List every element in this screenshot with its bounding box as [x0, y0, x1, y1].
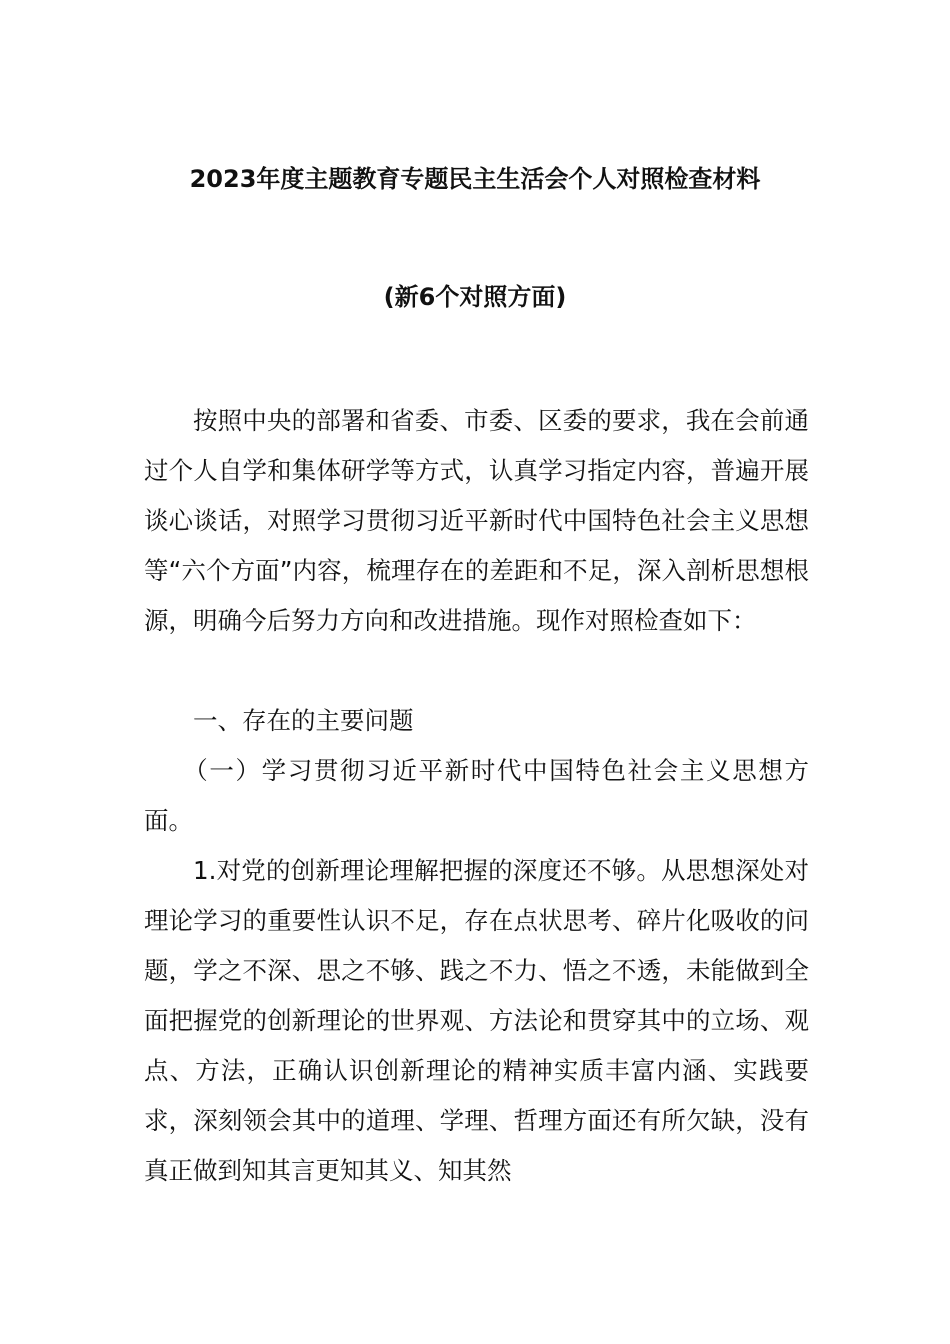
- paragraph-item-1: 1.对党的创新理论理解把握的深度还不够。从思想深处对理论学习的重要性认识不足，存在点状思考、碎片化吸收的问题，学之不深、思之不够、践之不力、悟之不透，未能做到全面把握党的创新理论的世界观、方法论和贯穿其中的立场、观点、方法，正确认识创新理论的精神实质丰富内涵、实践要求，深刻领会其中的道理、学理、哲理方面还有所欠缺，没有真正做到知其言更知其义、知其然: [144, 856, 809, 1185]
- document-subtitle: (新6个对照方面): [383, 283, 567, 311]
- paragraph-intro: 按照中央的部署和省委、市委、区委的要求，我在会前通过个人自学和集体研学等方式，认真学习指定内容，普遍开展谈心谈话，对照学习贯彻习近平新时代中国特色社会主义思想等“六个方面”内容，梳理存在的差距和不足，深入剖析思想根源，明确今后努力方向和改进措施。现作对照检查如下：: [144, 406, 809, 635]
- document-title: 2023年度主题教育专题民主生活会个人对照检查材料: [189, 165, 761, 193]
- subsection-heading-1: （一）学习贯彻习近平新时代中国特色社会主义思想方面。: [144, 756, 809, 835]
- section-heading-1: 一、存在的主要问题: [193, 706, 414, 735]
